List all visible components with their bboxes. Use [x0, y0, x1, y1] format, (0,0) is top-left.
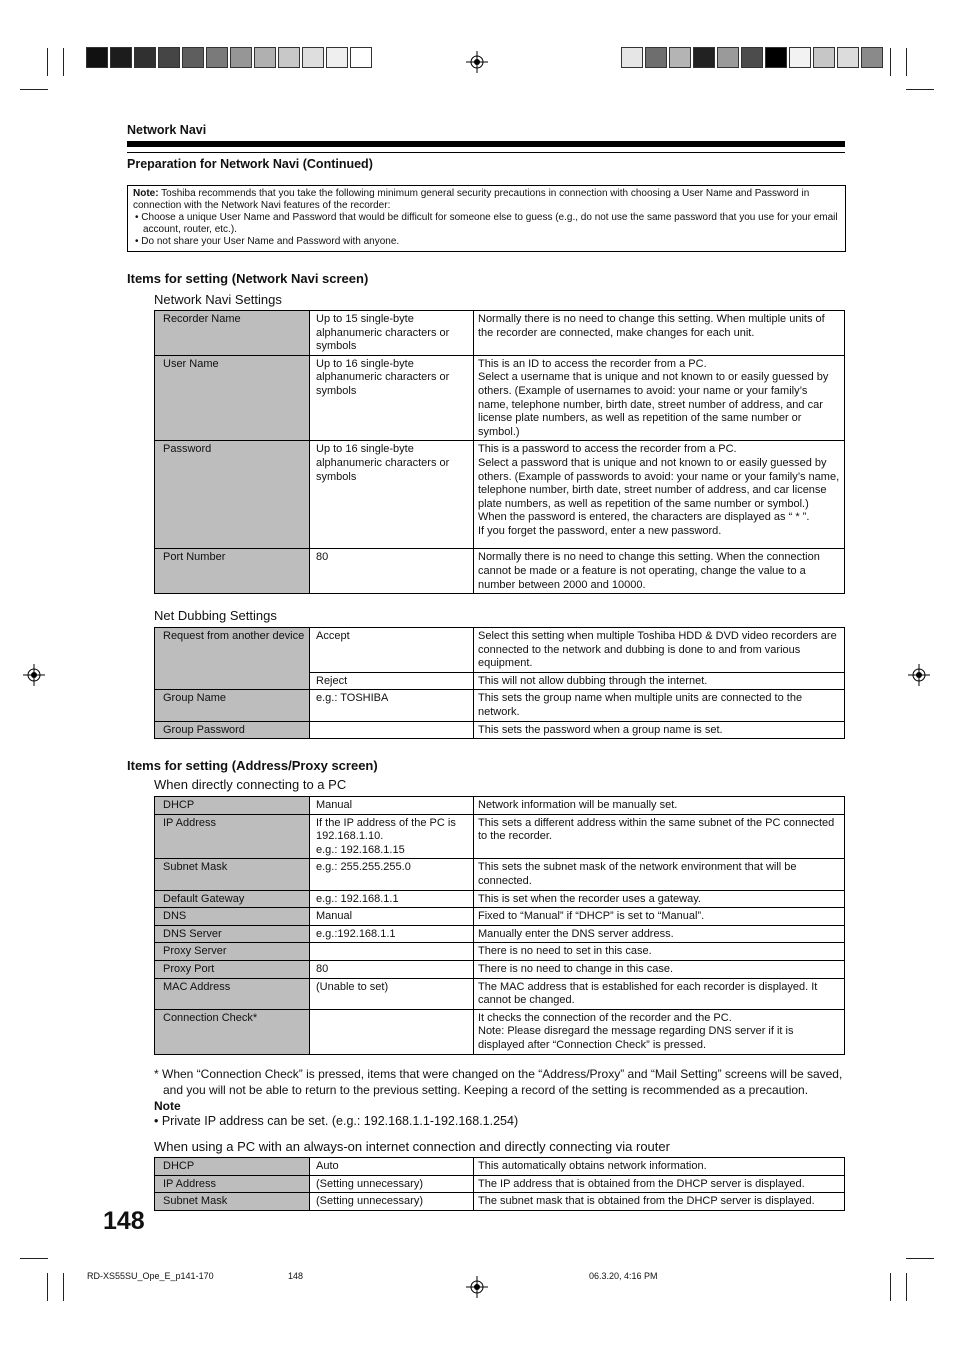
desc-cell: There is no need to set in this case. — [474, 943, 845, 961]
color-swatch — [693, 47, 715, 68]
value-cell: (Setting unnecessary) — [310, 1175, 474, 1193]
value-cell: 80 — [310, 960, 474, 978]
color-swatch — [254, 47, 276, 68]
note-bullet: • Choose a unique User Name and Password that would be difficult for someone else to guess (e.g., do not use the same password that you use for your email account, router, etc.). — [135, 212, 838, 235]
desc-cell: There is no need to change in this case. — [474, 960, 845, 978]
item-cell: Group Name — [155, 690, 310, 721]
table-row — [155, 978, 845, 1009]
color-swatch — [789, 47, 811, 68]
desc-cell: This sets the group name when multiple units are connected to the network. — [474, 690, 845, 721]
color-calibration-bar-left — [86, 47, 374, 68]
table-row — [155, 690, 845, 721]
value-cell: Manual — [310, 908, 474, 926]
table-row — [155, 943, 845, 961]
value-cell: Up to 16 single-byte alphanumeric characters or symbols — [310, 441, 474, 549]
desc-cell: This is set when the recorder uses a gateway. — [474, 890, 845, 908]
item-cell: User Name — [155, 355, 310, 441]
registration-mark-icon — [908, 664, 930, 686]
private-ip-note: • Private IP address can be set. (e.g.: 192.168.1.1-192.168.1.254) — [154, 1114, 519, 1128]
table-row — [155, 890, 845, 908]
note-intro — [133, 188, 841, 212]
item-cell: Group Password — [155, 721, 310, 739]
color-calibration-bar-right — [621, 47, 885, 68]
value-cell: e.g.: 192.168.1.1 — [310, 890, 474, 908]
desc-cell: This automatically obtains network information. — [474, 1158, 845, 1176]
label-network-navi-settings: Network Navi Settings — [154, 292, 282, 307]
table-row — [155, 960, 845, 978]
value-cell: 80 — [310, 549, 474, 594]
section-title: Network Navi — [127, 123, 207, 137]
item-cell: DNS Server — [155, 925, 310, 943]
direct-connection-table — [154, 796, 845, 1055]
color-swatch — [813, 47, 835, 68]
table-row — [155, 721, 845, 739]
table-row — [155, 797, 845, 815]
item-cell: Proxy Server — [155, 943, 310, 961]
desc-cell: This is a password to access the recorder from a PC. Select a password that is unique and not known to or easily guessed by others. (Example of passwords to avoid: your name or your family’s name, telephone number, birth date, street number of address, and car license plate numbers, as well as repetition of the same number or symbol.) When the password is entered, the characters are displayed as “ * ”. If you forget the password, enter a new password. — [474, 441, 845, 549]
note-intro-text: Toshiba recommends that you take the following minimum general security precautions in connection with choosing a User Name and Password in connection with the Network Navi features of the recorder: — [133, 188, 810, 211]
item-cell: DHCP — [155, 1158, 310, 1176]
value-cell: e.g.: 255.255.255.0 — [310, 859, 474, 890]
value-cell: If the IP address of the PC is 192.168.1.10. e.g.: 192.168.1.15 — [310, 814, 474, 859]
desc-cell: Manually enter the DNS server address. — [474, 925, 845, 943]
value-cell: Up to 15 single-byte alphanumeric characters or symbols — [310, 311, 474, 356]
footer-date: 06.3.20, 4:16 PM — [589, 1271, 658, 1281]
value-cell: (Setting unnecessary) — [310, 1193, 474, 1211]
item-cell: Subnet Mask — [155, 859, 310, 890]
item-cell: Password — [155, 441, 310, 549]
table-row — [155, 549, 845, 594]
value-cell: Accept — [310, 628, 474, 673]
desc-cell: The MAC address that is established for each recorder is displayed. It cannot be changed. — [474, 978, 845, 1009]
note-label: Note: — [133, 188, 159, 199]
value-cell — [310, 943, 474, 961]
color-swatch — [717, 47, 739, 68]
label-router-connection: When using a PC with an always-on internet connection and directly connecting via router — [154, 1139, 670, 1154]
value-cell: Reject — [310, 672, 474, 690]
value-cell: Manual — [310, 797, 474, 815]
value-cell: Auto — [310, 1158, 474, 1176]
connection-check-footnote: * When “Connection Check” is pressed, items that were changed on the “Address/Proxy” and “Mail Setting” screens will be saved, and you will not be able to return to the previous setting. Keeping a record of the setting is recommended as a precaution. — [154, 1067, 843, 1097]
registration-mark-icon — [466, 51, 488, 73]
item-cell: Proxy Port — [155, 960, 310, 978]
color-swatch — [326, 47, 348, 68]
color-swatch — [182, 47, 204, 68]
desc-cell: This will not allow dubbing through the internet. — [474, 672, 845, 690]
note-bullet: • Do not share your User Name and Password with anyone. — [135, 236, 400, 247]
item-cell: Request from another device — [155, 628, 310, 690]
desc-cell: This is an ID to access the recorder from a PC. Select a username that is unique and not known to or easily guessed by others. (Example of usernames to avoid: your name or your family’s name, telephone number, birth date, street number of address, and car license plate numbers, as well as repetition of the same number or symbol.) — [474, 355, 845, 441]
color-swatch — [350, 47, 372, 68]
table-row — [155, 859, 845, 890]
header-rule-thin — [127, 152, 845, 153]
item-cell: MAC Address — [155, 978, 310, 1009]
table-row — [155, 441, 845, 549]
color-swatch — [86, 47, 108, 68]
item-cell: Default Gateway — [155, 890, 310, 908]
desc-cell: This sets a different address within the same subnet of the PC connected to the recorder. — [474, 814, 845, 859]
desc-cell: The subnet mask that is obtained from the DHCP server is displayed. — [474, 1193, 845, 1211]
color-swatch — [206, 47, 228, 68]
value-cell: Up to 16 single-byte alphanumeric characters or symbols — [310, 355, 474, 441]
item-cell: Port Number — [155, 549, 310, 594]
color-swatch — [158, 47, 180, 68]
table-row — [155, 908, 845, 926]
registration-mark-icon — [466, 1276, 488, 1298]
color-swatch — [278, 47, 300, 68]
label-direct-connection: When directly connecting to a PC — [154, 777, 347, 792]
desc-cell: The IP address that is obtained from the DHCP server is displayed. — [474, 1175, 845, 1193]
desc-cell: Fixed to “Manual” if “DHCP” is set to “Manual”. — [474, 908, 845, 926]
table-row — [155, 1175, 845, 1193]
table-row — [155, 1193, 845, 1211]
value-cell: (Unable to set) — [310, 978, 474, 1009]
value-cell — [310, 1009, 474, 1054]
color-swatch — [110, 47, 132, 68]
heading-address-proxy-screen: Items for setting (Address/Proxy screen) — [127, 758, 378, 773]
desc-cell: Network information will be manually set. — [474, 797, 845, 815]
footer-page: 148 — [288, 1271, 304, 1281]
network-navi-settings-table — [154, 310, 845, 594]
footer-filename: RD-XS55SU_Ope_E_p141-170 — [87, 1271, 214, 1281]
item-cell: Subnet Mask — [155, 1193, 310, 1211]
security-note-box — [127, 185, 846, 252]
color-swatch — [741, 47, 763, 68]
note-heading: Note — [154, 1099, 181, 1113]
color-swatch — [302, 47, 324, 68]
router-connection-table — [154, 1157, 845, 1211]
value-cell: e.g.:192.168.1.1 — [310, 925, 474, 943]
color-swatch — [230, 47, 252, 68]
item-cell: DHCP — [155, 797, 310, 815]
color-swatch — [645, 47, 667, 68]
label-net-dubbing-settings: Net Dubbing Settings — [154, 608, 277, 623]
desc-cell: This sets the subnet mask of the network environment that will be connected. — [474, 859, 845, 890]
desc-cell: Normally there is no need to change this setting. When the connection cannot be made or a feature is not operating, change the value to a number between 2000 and 10000. — [474, 549, 845, 594]
value-cell — [310, 721, 474, 739]
table-row — [155, 1158, 845, 1176]
item-cell: Recorder Name — [155, 311, 310, 356]
desc-cell: Normally there is no need to change this setting. When multiple units of the recorder are connected, make changes for each unit. — [474, 311, 845, 356]
value-cell: e.g.: TOSHIBA — [310, 690, 474, 721]
table-row — [155, 1009, 845, 1054]
color-swatch — [621, 47, 643, 68]
desc-cell: Select this setting when multiple Toshiba HDD & DVD video recorders are connected to the network and dubbing is done to and from various equipment. — [474, 628, 845, 673]
color-swatch — [837, 47, 859, 68]
table-row — [155, 925, 845, 943]
table-row — [155, 311, 845, 356]
table-row — [155, 355, 845, 441]
item-cell: Connection Check* — [155, 1009, 310, 1054]
subsection-title: Preparation for Network Navi (Continued) — [127, 157, 373, 171]
desc-cell: This sets the password when a group name is set. — [474, 721, 845, 739]
color-swatch — [861, 47, 883, 68]
table-row — [155, 628, 845, 673]
table-row — [155, 814, 845, 859]
registration-mark-icon — [23, 664, 45, 686]
item-cell: DNS — [155, 908, 310, 926]
desc-cell: It checks the connection of the recorder and the PC. Note: Please disregard the message regarding DNS server if it is displayed after “Connection Check” is pressed. — [474, 1009, 845, 1054]
page-number: 148 — [103, 1207, 145, 1235]
item-cell: IP Address — [155, 814, 310, 859]
item-cell: IP Address — [155, 1175, 310, 1193]
color-swatch — [669, 47, 691, 68]
color-swatch — [134, 47, 156, 68]
heading-network-navi-screen: Items for setting (Network Navi screen) — [127, 271, 369, 286]
net-dubbing-settings-table — [154, 627, 845, 739]
header-rule — [127, 141, 845, 147]
color-swatch — [765, 47, 787, 68]
